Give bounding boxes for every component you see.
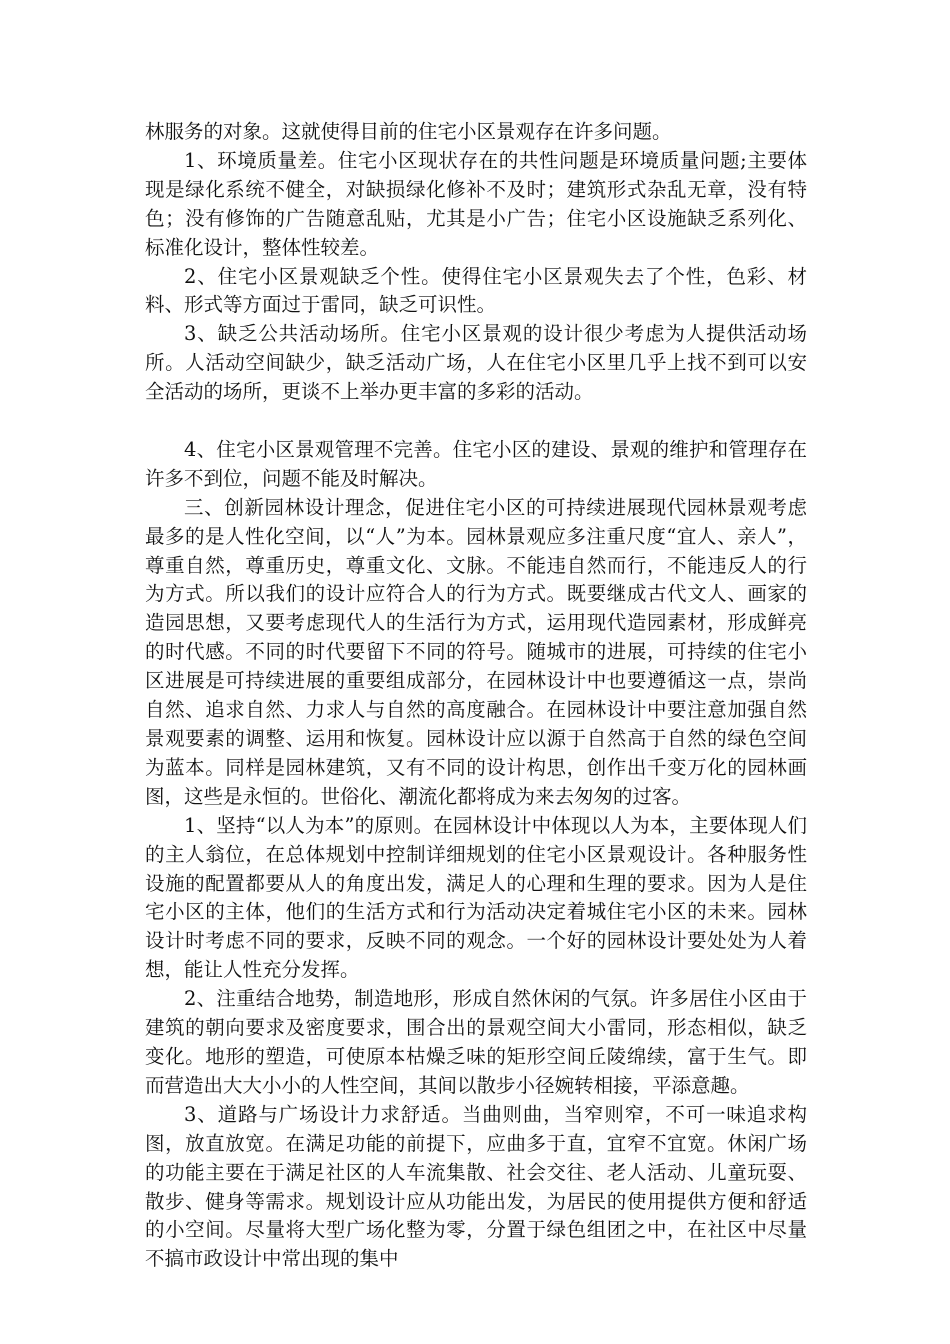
paragraph-roads-and-plazas: 3、道路与广场设计力求舒适。当曲则曲，当窄则窄，不可一味追求构图，放直放宽。在满足功能的前提下，应曲多于直，宜窄不宜宽。休闲广场的功能主要在于满足社区的人车流集散、社会交往、老人活动、儿童玩耍、散步、健身等需求。规划设计应从功能出发，为居民的使用提供方便和舒适的小空间。尽量将大型广场化整为零，分置于绿色组团之中，在社区中尽量不搞市政设计中常出现的集中	[145, 1102, 807, 1271]
paragraph-environment-quality: 1、环境质量差。住宅小区现状存在的共性问题是环境质量问题;主要体现是绿化系统不健全，对缺损绿化修补不及时；建筑形式杂乱无章，没有特色；没有修饰的广告随意乱贴，尤其是小广告；住宅小区设施缺乏系列化、标准化设计，整体性较差。	[145, 148, 807, 259]
paragraph-management: 4、住宅小区景观管理不完善。住宅小区的建设、景观的维护和管理存在许多不到位，问题不能及时解决。	[145, 437, 807, 490]
document-body	[145, 118, 807, 1274]
paragraph-gap	[145, 407, 807, 436]
paragraph-people-oriented: 1、坚持“以人为本”的原则。在园林设计中体现以人为本，主要体现人们的主人翁位，在总体规划中控制详细规划的住宅小区景观设计。各种服务性设施的配置都要从人的角度出发，满足人的心理和生理的要求。因为人是住宅小区的主体，他们的生活方式和行为活动决定着城住宅小区的未来。园林设计时考虑不同的要求，反映不同的观念。一个好的园林设计要处处为人着想，能让人性充分发挥。	[145, 813, 807, 982]
paragraph-lack-of-public-space: 3、缺乏公共活动场所。住宅小区景观的设计很少考虑为人提供活动场所。人活动空间缺少，缺乏活动广场，人在住宅小区里几乎上找不到可以安全活动的场所，更谈不上举办更丰富的多彩的活动。	[145, 322, 807, 404]
paragraph-lack-of-character: 2、住宅小区景观缺乏个性。使得住宅小区景观失去了个性，色彩、材料、形式等方面过于雷同，缺乏可识性。	[145, 264, 807, 317]
paragraph-continuation: 林服务的对象。这就使得目前的住宅小区景观存在许多问题。	[145, 120, 672, 143]
paragraph-terrain: 2、注重结合地势，制造地形，形成自然休闲的气氛。许多居住小区由于建筑的朝向要求及密度要求，围合出的景观空间大小雷同，形态相似，缺乏变化。地形的塑造，可使原本枯燥乏味的矩形空间丘陵绵续，富于生气。即而营造出大大小小的人性空间，其间以散步小径婉转相接，平添意趣。	[145, 987, 807, 1097]
paragraph-section-three: 三、创新园林设计理念，促进住宅小区的可持续进展现代园林景观考虑最多的是人性化空间，以“人”为本。园林景观应多注重尺度“宜人、亲人”，尊重自然，尊重历史，尊重文化、文脉。不能违自然而行，不能违反人的行为方式。所以我们的设计应符合人的行为方式。既要继成古代文人、画家的造园思想，又要考虑现代人的生活行为方式，运用现代造园素材，形成鲜亮的时代感。不同的时代要留下不同的符号。随城市的进展，可持续的住宅小区进展是可持续进展的重要组成部分，在园林设计中也要遵循这一点，崇尚自然、追求自然、力求人与自然的高度融合。在园林设计中要注意加强自然景观要素的调整、运用和恢复。园林设计应以源于自然高于自然的绿色空间为蓝本。同样是园林建筑，又有不同的设计构思，创作出千变万化的园林画图，这些是永恒的。世俗化、潮流化都将成为来去匆匆的过客。	[145, 495, 807, 808]
